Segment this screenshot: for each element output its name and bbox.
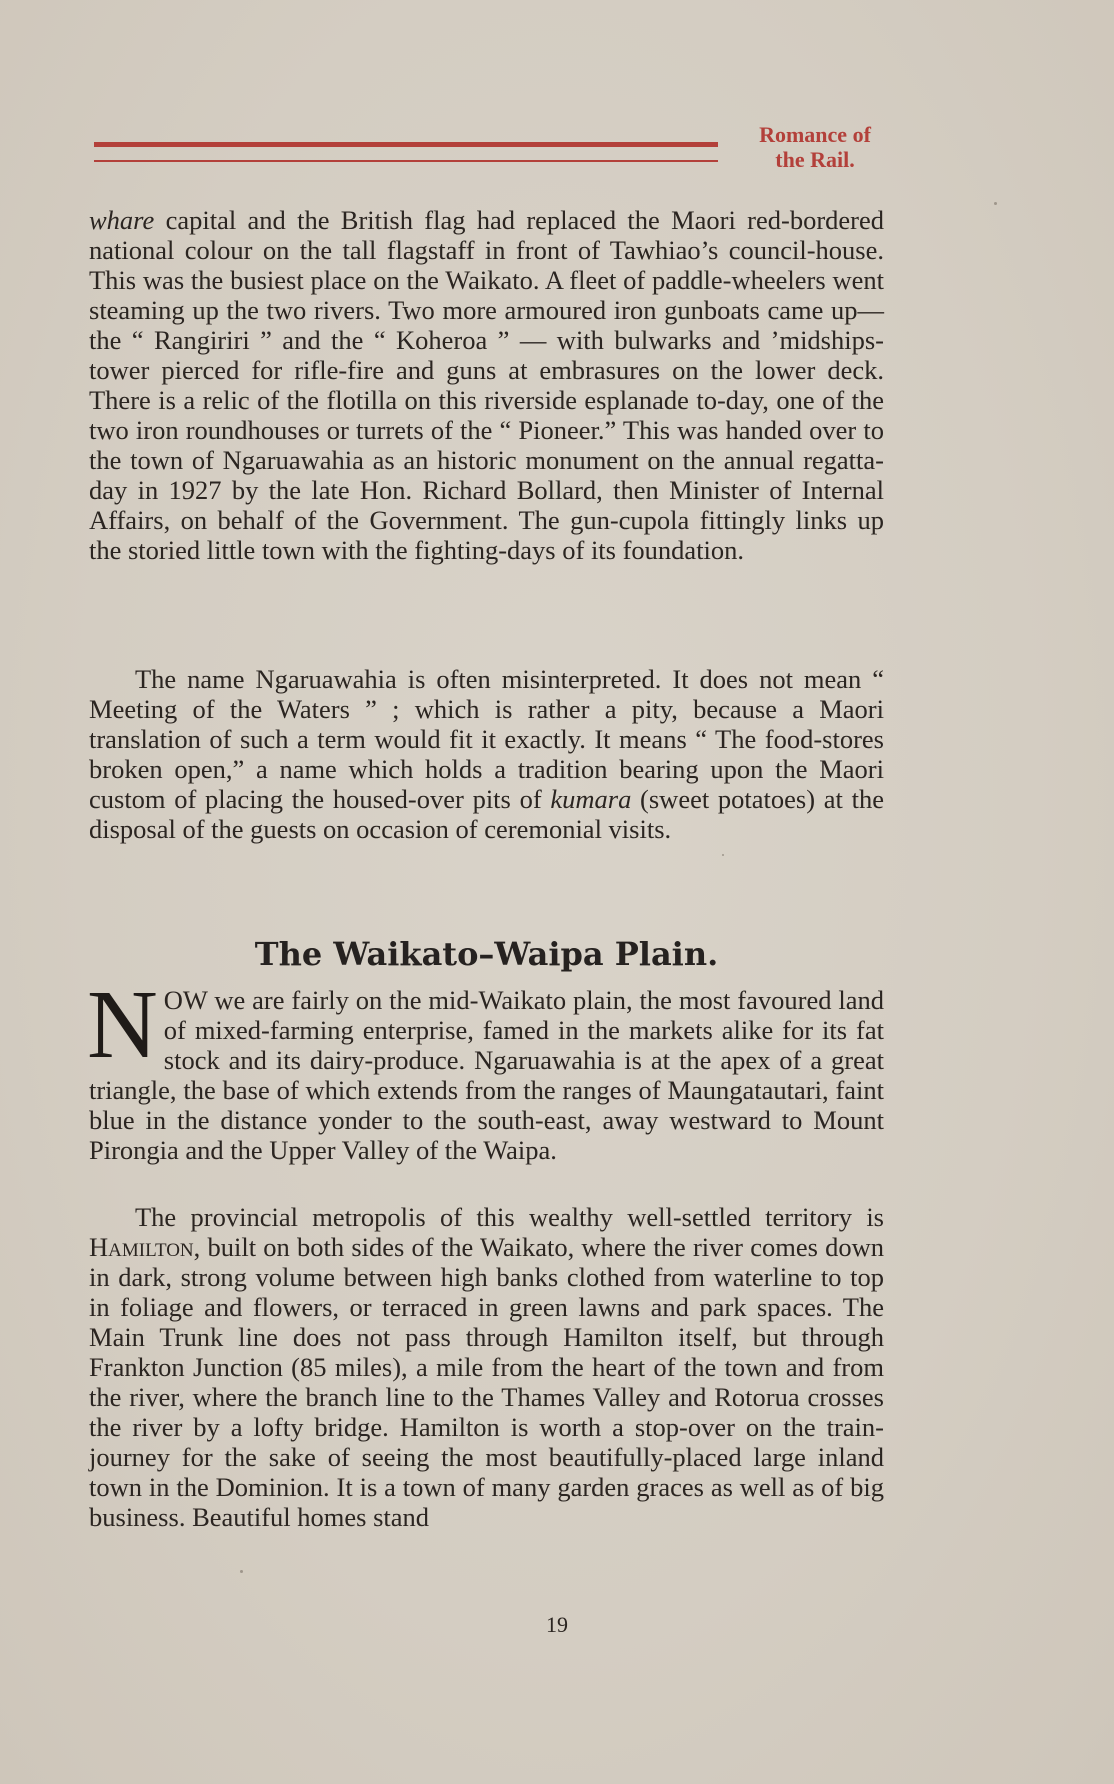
paragraph-4-text-b: , built on both sides of the Waikato, where the river comes down in dark, strong volume between high banks clothed from waterline to top in foliage and flowers, or terraced in green lawns and park spaces. The Main Trunk line does not pass through Hamilton itself, but through Frankton Junction (85 miles), a mile from the heart of the town and from the river, where the branch line to the Thames Valley and Rotorua crosses the river by a lofty bridge. Hamilton is worth a stop-over on the train-journey for the sake of seeing the most beautifully-placed large inland town in the Dominion. It is a town of many garden graces as well as of big business. Beautiful homes stand xyxy=(89,1232,884,1532)
paper-speck xyxy=(240,1570,243,1573)
page-number: 19 xyxy=(546,1612,568,1637)
page-header xyxy=(94,122,894,178)
italic-word-kumara: kumara xyxy=(550,784,632,814)
drop-cap: N xyxy=(87,971,158,1079)
paragraph-1-text: capital and the British flag had replaced the Maori red-bordered national colour on the tall flagstaff in front of Tawhiao’s council-house. This was the busiest place on the Waikato. A fleet of paddle-wheelers went steaming up the two rivers. Two more armoured iron gunboats came up— the “ Rangiriri ” and the “ Koheroa ” — with bulwarks and ’midships-tower pierced for rifle-fire and guns at embrasures on the lower deck. There is a relic of the flotilla on this riverside esplanade to-day, one of the two iron roundhouses or turrets of the “ Pioneer.” This was handed over to the town of Ngaruawahia as an historic monument on the annual regatta-day in 1927 by the late Hon. Richard Bollard, then Minister of Internal Affairs, on behalf of the Government. The gun-cupola fittingly links up the storied little town with the fighting-days of its foundation. xyxy=(89,205,884,565)
paragraph-2-text-b: (sweet potatoes) at the disposal of the guests on occasion of ceremonial visits. xyxy=(89,784,884,844)
paragraph-2-text-a: The name Ngaruawahia is often misinterpreted. It does not mean “ Meeting of the Waters ” ; which is rather a pity, because a Maori translation of such a term would fit it exactly. It means “ The food-stores broken open,” a name which holds a tradition bearing upon the Maori custom of placing the housed-over pits of xyxy=(89,664,884,814)
paragraph-3 xyxy=(87,971,884,1165)
paper-speck xyxy=(722,854,724,856)
paragraph-1 xyxy=(89,205,884,565)
running-head xyxy=(730,122,900,172)
italic-word-whare: whare xyxy=(89,205,155,235)
running-head-line1: Romance of xyxy=(759,122,871,147)
paragraph-2 xyxy=(89,664,884,844)
section-heading: The Waikato–Waipa Plain. xyxy=(254,935,719,973)
paragraph-4-text-a: The provincial metropolis of this wealthy well-settled territory is xyxy=(135,1202,884,1232)
paragraph-4 xyxy=(89,1202,884,1532)
paper-speck xyxy=(994,202,997,205)
header-rule-thick xyxy=(94,142,718,147)
paragraph-3-text: OW we are fairly on the mid-Waikato plain, the most favoured land of mixed-farming enterprise, famed in the markets alike for its fat stock and its dairy-produce. Ngaruawahia is at the apex of a great triangle, the base of which extends from the ranges of Maungatautari, faint blue in the distance yonder to the south-east, away westward to Mount Pirongia and the Upper Valley of the Waipa. xyxy=(89,985,884,1165)
small-caps-hamilton: Hamilton xyxy=(89,1232,194,1262)
header-rule-thin xyxy=(94,160,718,162)
running-head-line2: the Rail. xyxy=(775,147,855,172)
